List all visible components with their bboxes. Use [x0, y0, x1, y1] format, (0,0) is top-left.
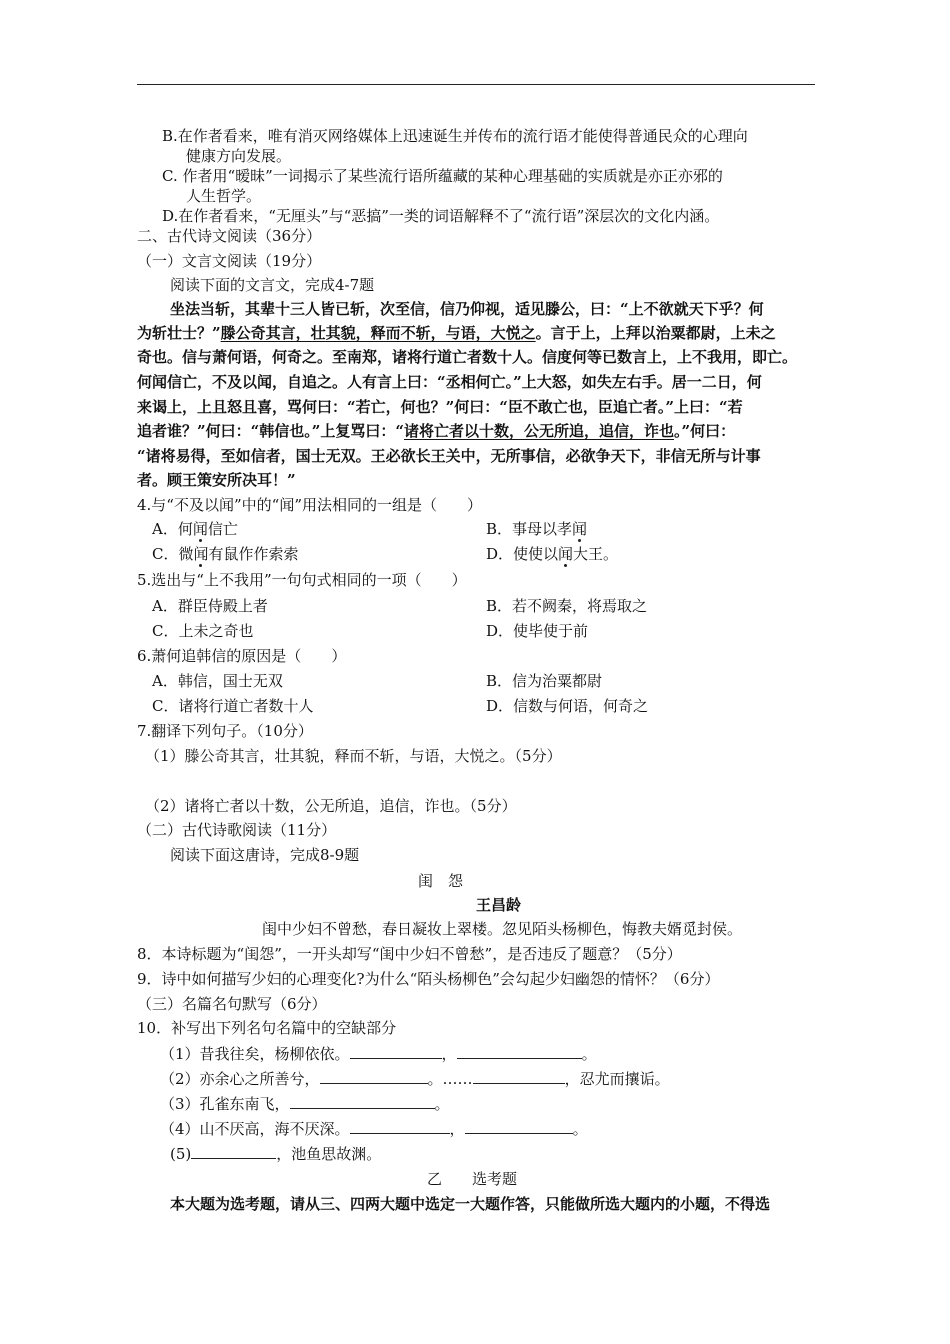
- passage-line: 奇也。信与萧何语，何奇之。至南郑，诸将行道亡者数十人。信度何等已数言上，上不我用，即亡。: [137, 348, 798, 366]
- q4-option-b: [486, 519, 587, 539]
- section-2-title: 二、古代诗文阅读（36分）: [137, 227, 322, 245]
- q6-option-a: A．韩信，国士无双: [152, 672, 283, 690]
- dotted-char: 闻: [572, 520, 588, 538]
- option-c-line2: 人生哲学。: [186, 187, 262, 205]
- header-rule: [137, 84, 815, 85]
- q6-option-d: D．信数与何语，何奇之: [486, 697, 649, 715]
- q10-stem: 10．补写出下列名句名篇中的空缺部分: [137, 1019, 397, 1037]
- option-text: D．使使以: [486, 545, 559, 563]
- recite-text: ，池鱼思故渊。: [276, 1145, 382, 1163]
- option-c-line1: C. 作者用“暧昧”一词揭示了某些流行语所蕴藏的某种心理基础的实质就是亦正亦邪的: [162, 167, 723, 185]
- q7-sentence-2: （2）诸将亡者以十数，公无所追，追信，诈也。（5分）: [145, 797, 517, 815]
- recite-sub: （三）名篇名句默写（6分）: [137, 995, 327, 1013]
- option-text: 有鼠作作索索: [208, 545, 299, 563]
- answer-blank[interactable]: [320, 1069, 428, 1084]
- dotted-char: 闻: [193, 545, 209, 563]
- recite-text: （2）亦余心之所善兮，: [160, 1070, 320, 1088]
- option-d-line1: D.在作者看来，“无厘头”与“恶搞”一类的词语解释不了“流行语”深层次的文化内涵。: [162, 207, 720, 225]
- elective-text: 本大题为选考题，请从三、四两大题中选定一大题作答，只能做所选大题内的小题，不得选: [170, 1195, 771, 1213]
- passage-line: [137, 421, 735, 441]
- poem-author: 王昌龄: [476, 896, 522, 914]
- q4-option-d: [486, 544, 618, 564]
- passage-text: 。”何曰：: [674, 422, 736, 440]
- answer-blank[interactable]: [473, 1069, 565, 1084]
- recite-text: （3）孔雀东南飞，: [160, 1095, 290, 1113]
- recite-text: （1）昔我往矣，杨柳依依。: [160, 1045, 350, 1063]
- q9-stem: 9．诗中如何描写少妇的心理变化?为什么“陌头杨柳色”会勾起少妇幽怨的情怀？（6分）: [137, 970, 720, 988]
- poetry-instr: 阅读下面这唐诗，完成8-9题: [170, 846, 360, 864]
- section-2-sub1: （一）文言文阅读（19分）: [137, 252, 322, 270]
- answer-blank[interactable]: [290, 1094, 435, 1109]
- passage-line: 何闻信亡，不及以闻，自追之。人有言上曰：“丞相何亡。”上大怒，如失左右手。居一二日，何: [137, 373, 762, 391]
- q6-stem: 6.萧何追韩信的原因是（ ）: [137, 647, 347, 665]
- elective-title: 乙 选考题: [427, 1170, 518, 1188]
- q7-stem: 7.翻译下列句子。（10分）: [137, 722, 313, 740]
- answer-blank[interactable]: [191, 1144, 276, 1159]
- q8-stem: 8．本诗标题为“闺怨”，一开头却写“闺中少妇不曾愁”，是否违反了题意？（5分）: [137, 945, 682, 963]
- q7-sentence-1: （1）滕公奇其言，壮其貌，释而不斩，与语，大悦之。（5分）: [145, 747, 562, 765]
- recite-text: ，: [441, 1045, 457, 1063]
- q5-option-c: C．上未之奇也: [152, 622, 254, 640]
- recite-text: 。……: [427, 1070, 473, 1088]
- option-text: A．何: [152, 520, 193, 538]
- passage-line: [137, 323, 776, 343]
- recite-item-4: [160, 1119, 588, 1139]
- answer-blank[interactable]: [465, 1119, 573, 1134]
- q5-option-d: D．使毕使于前: [486, 622, 589, 640]
- passage-underlined: 滕公奇其言，壮其貌，释而不斩，与语，大悦之: [220, 324, 536, 342]
- recite-text: 。: [581, 1045, 597, 1063]
- q5-option-a: A．群臣侍殿上者: [152, 597, 268, 615]
- recite-text: 。: [434, 1095, 450, 1113]
- recite-item-1: [160, 1044, 597, 1064]
- recite-item-3: [160, 1094, 450, 1114]
- passage-line: 坐法当斩，其辈十三人皆已斩，次至信，信乃仰视，适见滕公，曰：“上不欲就天下乎？何: [170, 300, 764, 318]
- dotted-char: 闻: [192, 520, 208, 538]
- recite-text: （4）山不厌高，海不厌深。: [160, 1120, 350, 1138]
- q4-option-c: [152, 544, 299, 564]
- option-b-line2: 健康方向发展。: [186, 147, 292, 165]
- q5-stem: 5.选出与“上不我用”一句句式相同的一项（ ）: [137, 571, 467, 589]
- q4-option-a: [152, 519, 238, 539]
- poem-title: 闺 怨: [418, 872, 464, 890]
- poetry-sub: （二）古代诗歌阅读（11分）: [137, 821, 337, 839]
- dotted-char: 闻: [558, 545, 574, 563]
- answer-blank[interactable]: [350, 1119, 450, 1134]
- recite-text: (5): [170, 1145, 192, 1163]
- option-text: 信亡: [207, 520, 238, 538]
- option-text: B．事母以孝: [486, 520, 573, 538]
- q6-option-b: B．信为治粟都尉: [486, 672, 603, 690]
- q4-stem: 4.与“不及以闻”中的“闻”用法相同的一组是（ ）: [137, 496, 482, 514]
- recite-text: 。: [572, 1120, 588, 1138]
- option-text: 大王。: [573, 545, 619, 563]
- passage-line: “诸将易得，至如信者，国士无双。王必欲长王关中，无所事信，必欲争天下，非信无所与计事: [137, 447, 761, 465]
- option-text: C．微: [152, 545, 194, 563]
- passage-text: 追者谁？”何曰：“韩信也。”上复骂曰：“: [137, 422, 405, 440]
- passage-line: 者。顾王策安所决耳！”: [137, 471, 296, 489]
- poem-text: 闺中少妇不曾愁，春日凝妆上翠楼。忽见陌头杨柳色，悔教夫婿觅封侯。: [262, 920, 743, 938]
- recite-text: ，忍尤而攘诟。: [564, 1070, 670, 1088]
- passage-text: 为斩壮士？”: [137, 324, 221, 342]
- passage-line: 来谒上，上且怒且喜，骂何曰：“若亡，何也？”何曰：“臣不敢亡也，臣追亡者。”上曰：“若: [137, 398, 743, 416]
- recite-text: ，: [449, 1120, 465, 1138]
- answer-blank[interactable]: [350, 1044, 442, 1059]
- q5-option-b: B．若不阙秦，将焉取之: [486, 597, 648, 615]
- option-b-line1: B.在作者看来，唯有消灭网络媒体上迅速诞生并传布的流行语才能使得普通民众的心理向: [162, 127, 748, 145]
- recite-item-5: [170, 1144, 381, 1164]
- answer-blank[interactable]: [457, 1044, 582, 1059]
- recite-item-2: [160, 1069, 670, 1089]
- passage-text: 。言于上，上拜以治粟都尉，上未之: [535, 324, 776, 342]
- q6-option-c: C．诸将行道亡者数十人: [152, 697, 314, 715]
- section-2-instr: 阅读下面的文言文，完成4-7题: [170, 276, 375, 294]
- passage-underlined: 诸将亡者以十数，公无所追，追信，诈也: [404, 422, 675, 440]
